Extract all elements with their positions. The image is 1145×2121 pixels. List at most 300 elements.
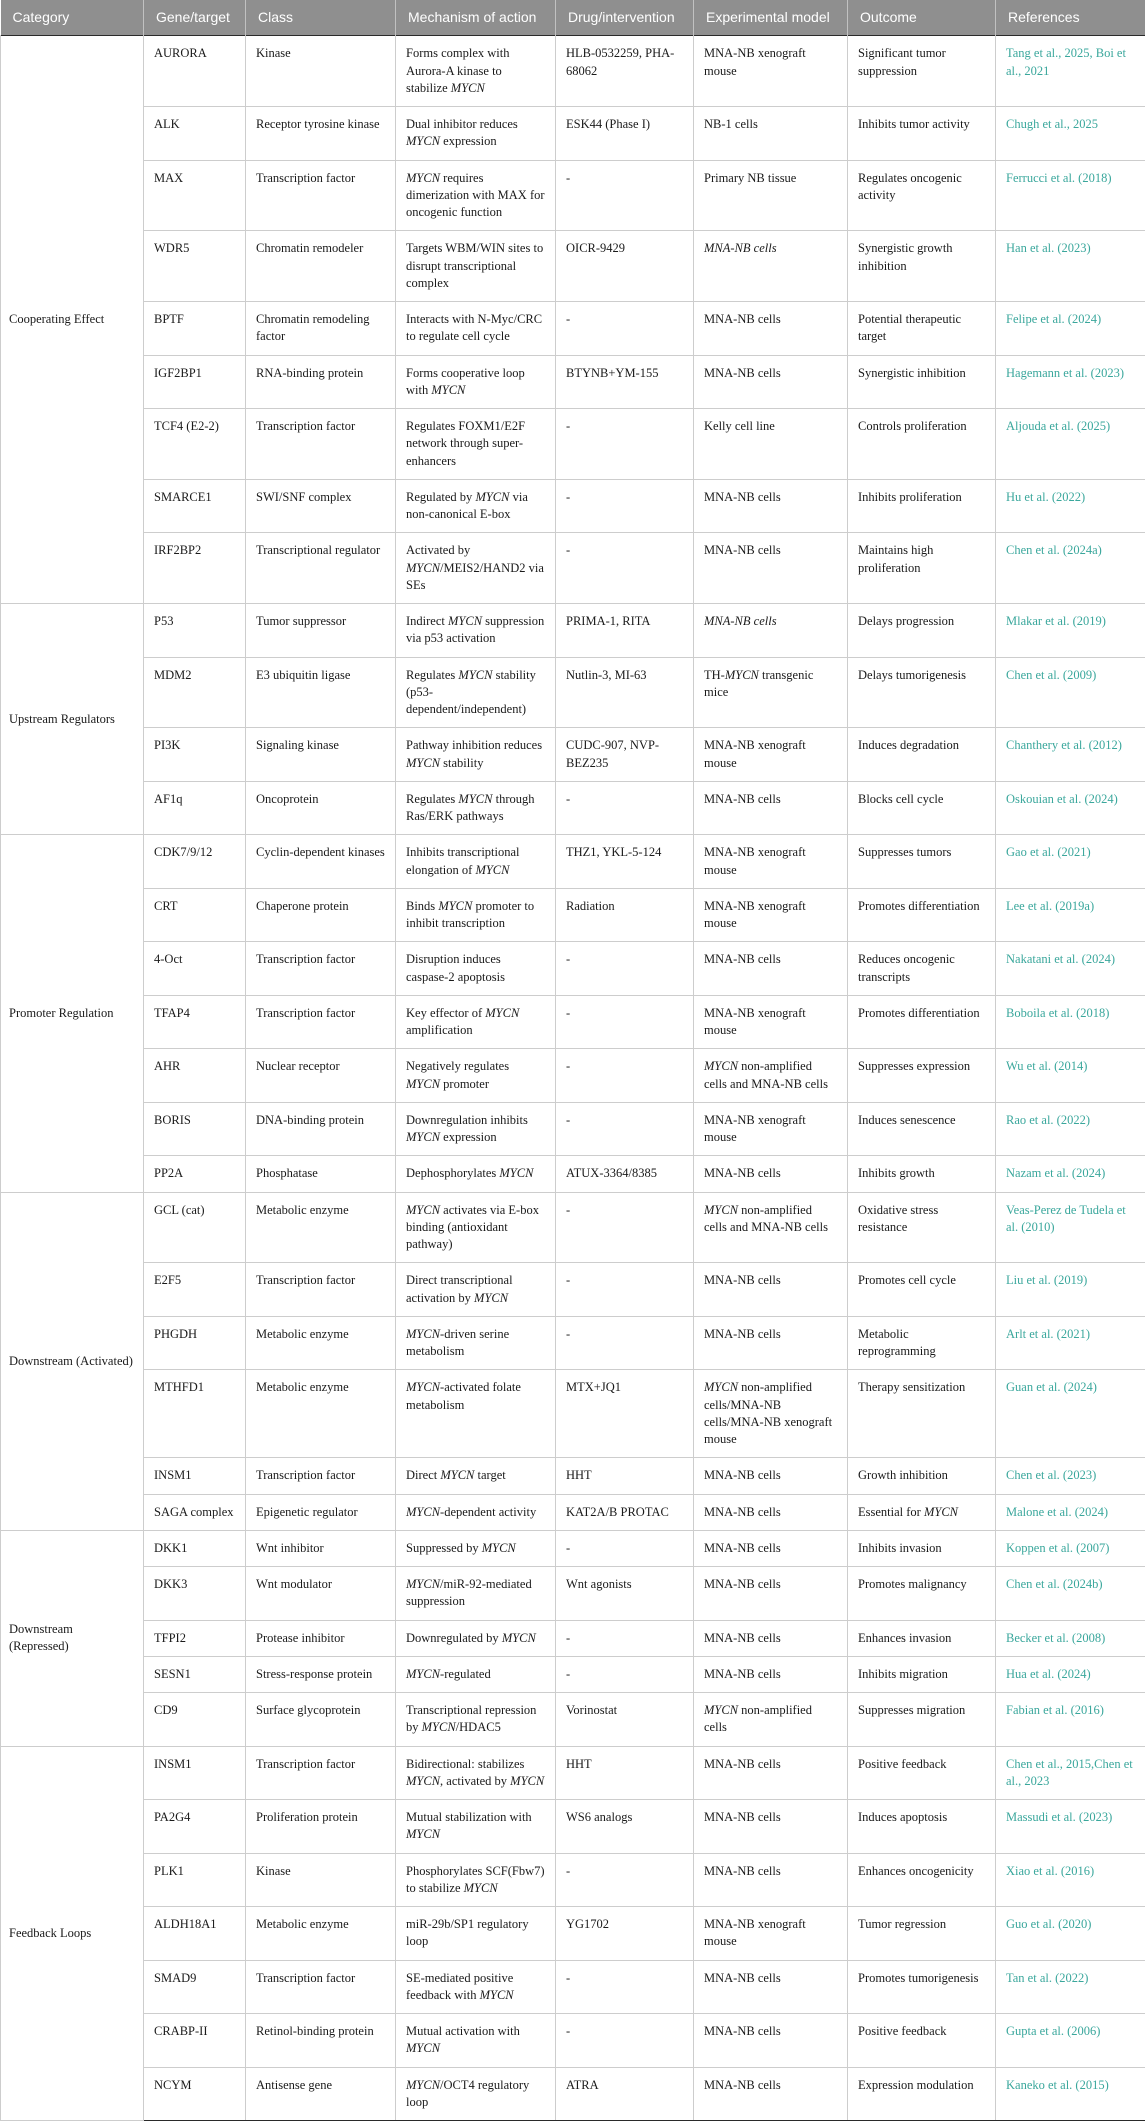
model-cell: MNA-NB cells [694, 1458, 848, 1494]
reference-link[interactable]: Tan et al. (2022) [1006, 1971, 1088, 1985]
table-row [1, 1693, 1145, 1747]
drug-cell: ESK44 (Phase I) [556, 107, 694, 161]
reference-link[interactable]: Kaneko et al. (2015) [1006, 2078, 1109, 2092]
gene-cell: PA2G4 [144, 1800, 246, 1854]
drug-cell: - [556, 160, 694, 231]
references-cell [996, 1746, 1145, 1800]
model-cell: Kelly cell line [694, 409, 848, 480]
drug-cell: ATUX-3364/8385 [556, 1156, 694, 1192]
mechanism-cell: Suppressed by MYCN [396, 1530, 556, 1566]
gene-cell: AURORA [144, 36, 246, 107]
mechanism-cell: miR-29b/SP1 regulatory loop [396, 1907, 556, 1961]
mechanism-cell: Regulates MYCN through Ras/ERK pathways [396, 781, 556, 835]
model-cell: MYCN non-amplified cells and MNA-NB cells [694, 1192, 848, 1263]
model-cell: MNA-NB cells [694, 1263, 848, 1317]
class-cell: Transcription factor [246, 1746, 396, 1800]
mechanism-cell: Downregulated by MYCN [396, 1620, 556, 1656]
outcome-cell: Growth inhibition [848, 1458, 996, 1494]
model-cell: MNA-NB cells [694, 604, 848, 658]
table-row [1, 1853, 1145, 1907]
category-cell: Feedback Loops [1, 1746, 144, 2121]
reference-link[interactable]: Chen et al. (2024b) [1006, 1577, 1103, 1591]
references-cell [996, 1049, 1145, 1103]
model-cell: MNA-NB xenograft mouse [694, 888, 848, 942]
reference-link[interactable]: Aljouda et al. (2025) [1006, 419, 1110, 433]
drug-cell: KAT2A/B PROTAC [556, 1494, 694, 1530]
class-cell: DNA-binding protein [246, 1102, 396, 1156]
reference-link[interactable]: Rao et al. (2022) [1006, 1113, 1090, 1127]
drug-cell: - [556, 1263, 694, 1317]
outcome-cell: Promotes malignancy [848, 1567, 996, 1621]
references-cell [996, 1620, 1145, 1656]
drug-cell: - [556, 995, 694, 1049]
table-row [1, 1316, 1145, 1370]
reference-link[interactable]: Veas-Perez de Tudela et al. (2010) [1006, 1203, 1126, 1234]
reference-link[interactable]: Hagemann et al. (2023) [1006, 366, 1124, 380]
gene-cell: MTHFD1 [144, 1370, 246, 1458]
header-row [1, 0, 1145, 36]
gene-cell: 4-Oct [144, 942, 246, 996]
category-cell: Upstream Regulators [1, 604, 144, 835]
references-cell [996, 728, 1145, 782]
references-cell [996, 2067, 1145, 2121]
references-cell [996, 2014, 1145, 2068]
outcome-cell: Regulates oncogenic activity [848, 160, 996, 231]
model-cell: MNA-NB cells [694, 1530, 848, 1566]
table-row [1, 409, 1145, 480]
drug-cell: Radiation [556, 888, 694, 942]
class-cell: Phosphatase [246, 1156, 396, 1192]
mechanism-cell: MYCN-dependent activity [396, 1494, 556, 1530]
reference-link[interactable]: Chen et al. (2009) [1006, 668, 1096, 682]
class-cell: Oncoprotein [246, 781, 396, 835]
outcome-cell: Promotes differentiation [848, 995, 996, 1049]
mechanism-cell: Pathway inhibition reduces MYCN stability [396, 728, 556, 782]
reference-link[interactable]: Guo et al. (2020) [1006, 1917, 1091, 1931]
table-row [1, 107, 1145, 161]
class-cell: Wnt modulator [246, 1567, 396, 1621]
mechanism-cell: MYCN-driven serine metabolism [396, 1316, 556, 1370]
mechanism-cell: Dual inhibitor reduces MYCN expression [396, 107, 556, 161]
outcome-cell: Enhances invasion [848, 1620, 996, 1656]
gene-cell: SMAD9 [144, 1960, 246, 2014]
mechanism-cell: Mutual activation with MYCN [396, 2014, 556, 2068]
drug-cell: MTX+JQ1 [556, 1370, 694, 1458]
reference-link[interactable]: Liu et al. (2019) [1006, 1273, 1087, 1287]
gene-cell: PI3K [144, 728, 246, 782]
mechanism-cell: MYCN/miR-92-mediated suppression [396, 1567, 556, 1621]
reference-link[interactable]: Nakatani et al. (2024) [1006, 952, 1115, 966]
model-cell: MYCN non-amplified cells [694, 1693, 848, 1747]
gene-cell: MAX [144, 160, 246, 231]
drug-cell: - [556, 1620, 694, 1656]
references-cell [996, 1693, 1145, 1747]
mechanism-cell: Key effector of MYCN amplification [396, 995, 556, 1049]
table-row [1, 995, 1145, 1049]
table-row [1, 1102, 1145, 1156]
class-cell: Kinase [246, 36, 396, 107]
drug-cell: - [556, 1853, 694, 1907]
outcome-cell: Reduces oncogenic transcripts [848, 942, 996, 996]
mechanism-cell: Targets WBM/WIN sites to disrupt transcriptional complex [396, 231, 556, 302]
reference-link[interactable]: Oskouian et al. (2024) [1006, 792, 1118, 806]
reference-link[interactable]: Han et al. (2023) [1006, 241, 1091, 255]
gene-cell: SMARCE1 [144, 479, 246, 533]
gene-cell: DKK3 [144, 1567, 246, 1621]
class-cell: Kinase [246, 1853, 396, 1907]
drug-cell: - [556, 479, 694, 533]
class-cell: Transcription factor [246, 409, 396, 480]
gene-cell: BPTF [144, 302, 246, 356]
reference-link[interactable]: Gao et al. (2021) [1006, 845, 1091, 859]
mechanism-cell: Forms cooperative loop with MYCN [396, 355, 556, 409]
column-header-class: Class [246, 0, 396, 36]
class-cell: Stress-response protein [246, 1656, 396, 1692]
reference-link[interactable]: Ferrucci et al. (2018) [1006, 171, 1112, 185]
table-row [1, 1567, 1145, 1621]
model-cell: Primary NB tissue [694, 160, 848, 231]
table-body [1, 36, 1145, 2121]
outcome-cell: Maintains high proliferation [848, 533, 996, 604]
references-cell [996, 479, 1145, 533]
mechanism-cell: Inhibits transcriptional elongation of MYCN [396, 835, 556, 889]
reference-link[interactable]: Gupta et al. (2006) [1006, 2024, 1100, 2038]
table-row [1, 1370, 1145, 1458]
table-row [1, 1620, 1145, 1656]
reference-link[interactable]: Wu et al. (2014) [1006, 1059, 1087, 1073]
gene-cell: SAGA complex [144, 1494, 246, 1530]
table-header [1, 0, 1145, 36]
gene-cell: CDK7/9/12 [144, 835, 246, 889]
mechanism-cell: Dephosphorylates MYCN [396, 1156, 556, 1192]
references-cell [996, 942, 1145, 996]
reference-link[interactable]: Felipe et al. (2024) [1006, 312, 1101, 326]
class-cell: Nuclear receptor [246, 1049, 396, 1103]
column-header-category: Category [1, 0, 144, 36]
reference-link[interactable]: Chugh et al., 2025 [1006, 117, 1098, 131]
table-row [1, 1656, 1145, 1692]
outcome-cell: Expression modulation [848, 2067, 996, 2121]
class-cell: Retinol-binding protein [246, 2014, 396, 2068]
gene-cell: PP2A [144, 1156, 246, 1192]
references-cell [996, 1370, 1145, 1458]
reference-link[interactable]: Massudi et al. (2023) [1006, 1810, 1112, 1824]
model-cell: MNA-NB cells [694, 1746, 848, 1800]
mechanism-cell: Forms complex with Aurora-A kinase to stabilize MYCN [396, 36, 556, 107]
table-row [1, 1494, 1145, 1530]
outcome-cell: Induces senescence [848, 1102, 996, 1156]
class-cell: SWI/SNF complex [246, 479, 396, 533]
references-cell [996, 1102, 1145, 1156]
gene-cell: INSM1 [144, 1458, 246, 1494]
references-cell [996, 1494, 1145, 1530]
gene-cell: TFAP4 [144, 995, 246, 1049]
class-cell: Chaperone protein [246, 888, 396, 942]
table-row [1, 728, 1145, 782]
class-cell: Transcription factor [246, 1960, 396, 2014]
references-cell [996, 302, 1145, 356]
table-row [1, 160, 1145, 231]
outcome-cell: Essential for MYCN [848, 1494, 996, 1530]
model-cell: MNA-NB cells [694, 1800, 848, 1854]
category-cell: Cooperating Effect [1, 36, 144, 604]
outcome-cell: Synergistic growth inhibition [848, 231, 996, 302]
mechanism-cell: Mutual stabilization with MYCN [396, 1800, 556, 1854]
table-row [1, 479, 1145, 533]
gene-cell: MDM2 [144, 657, 246, 728]
reference-link[interactable]: Arlt et al. (2021) [1006, 1327, 1090, 1341]
reference-link[interactable]: Hua et al. (2024) [1006, 1667, 1091, 1681]
mechanism-cell: MYCN-activated folate metabolism [396, 1370, 556, 1458]
references-cell [996, 604, 1145, 658]
model-cell: MNA-NB cells [694, 355, 848, 409]
table-row [1, 36, 1145, 107]
model-cell: MNA-NB xenograft mouse [694, 995, 848, 1049]
class-cell: Transcription factor [246, 1263, 396, 1317]
outcome-cell: Oxidative stress resistance [848, 1192, 996, 1263]
gene-cell: P53 [144, 604, 246, 658]
table-row [1, 1049, 1145, 1103]
category-cell: Downstream (Repressed) [1, 1530, 144, 1746]
reference-link[interactable]: Becker et al. (2008) [1006, 1631, 1105, 1645]
reference-link[interactable]: Mlakar et al. (2019) [1006, 614, 1106, 628]
table-row [1, 1458, 1145, 1494]
outcome-cell: Suppresses tumors [848, 835, 996, 889]
table-row [1, 835, 1145, 889]
references-cell [996, 1853, 1145, 1907]
table-row [1, 2067, 1145, 2121]
references-cell [996, 781, 1145, 835]
outcome-cell: Induces degradation [848, 728, 996, 782]
reference-link[interactable]: Malone et al. (2024) [1006, 1505, 1108, 1519]
reference-link[interactable]: Xiao et al. (2016) [1006, 1864, 1094, 1878]
model-cell: MNA-NB cells [694, 1960, 848, 2014]
gene-cell: E2F5 [144, 1263, 246, 1317]
mechanism-cell: Direct MYCN target [396, 1458, 556, 1494]
category-cell: Downstream (Activated) [1, 1192, 144, 1530]
model-cell: MYCN non-amplified cells/MNA-NB cells/MNA-NB xenograft mouse [694, 1370, 848, 1458]
reference-link[interactable]: Fabian et al. (2016) [1006, 1703, 1104, 1717]
mechanism-cell: Regulates FOXM1/E2F network through super-enhancers [396, 409, 556, 480]
class-cell: Receptor tyrosine kinase [246, 107, 396, 161]
reference-link[interactable]: Nazam et al. (2024) [1006, 1166, 1105, 1180]
mechanism-cell: Regulates MYCN stability (p53-dependent/independent) [396, 657, 556, 728]
model-cell: MNA-NB cells [694, 2014, 848, 2068]
outcome-cell: Potential therapeutic target [848, 302, 996, 356]
outcome-cell: Metabolic reprogramming [848, 1316, 996, 1370]
references-cell [996, 1656, 1145, 1692]
references-cell [996, 1156, 1145, 1192]
class-cell: Metabolic enzyme [246, 1370, 396, 1458]
mechanism-cell: Bidirectional: stabilizes MYCN, activated by MYCN [396, 1746, 556, 1800]
outcome-cell: Suppresses expression [848, 1049, 996, 1103]
outcome-cell: Significant tumor suppression [848, 36, 996, 107]
mechanism-cell: Indirect MYCN suppression via p53 activation [396, 604, 556, 658]
gene-cell: CD9 [144, 1693, 246, 1747]
outcome-cell: Enhances oncogenicity [848, 1853, 996, 1907]
table-row [1, 1800, 1145, 1854]
outcome-cell: Promotes differentiation [848, 888, 996, 942]
model-cell: MNA-NB cells [694, 231, 848, 302]
gene-cell: PLK1 [144, 1853, 246, 1907]
references-cell [996, 1192, 1145, 1263]
class-cell: Signaling kinase [246, 728, 396, 782]
table-row [1, 781, 1145, 835]
model-cell: MYCN non-amplified cells and MNA-NB cells [694, 1049, 848, 1103]
mechanism-cell: Phosphorylates SCF(Fbw7) to stabilize MYCN [396, 1853, 556, 1907]
class-cell: Transcription factor [246, 160, 396, 231]
drug-cell: THZ1, YKL-5-124 [556, 835, 694, 889]
model-cell: MNA-NB xenograft mouse [694, 1907, 848, 1961]
model-cell: MNA-NB xenograft mouse [694, 835, 848, 889]
class-cell: Transcription factor [246, 995, 396, 1049]
outcome-cell: Therapy sensitization [848, 1370, 996, 1458]
model-cell: TH-MYCN transgenic mice [694, 657, 848, 728]
class-cell: Antisense gene [246, 2067, 396, 2121]
model-cell: MNA-NB cells [694, 1620, 848, 1656]
drug-cell: PRIMA-1, RITA [556, 604, 694, 658]
gene-cell: CRABP-II [144, 2014, 246, 2068]
references-cell [996, 1458, 1145, 1494]
model-cell: MNA-NB xenograft mouse [694, 1102, 848, 1156]
model-cell: MNA-NB cells [694, 1656, 848, 1692]
class-cell: Protease inhibitor [246, 1620, 396, 1656]
class-cell: Wnt inhibitor [246, 1530, 396, 1566]
table-row [1, 942, 1145, 996]
model-cell: MNA-NB cells [694, 2067, 848, 2121]
class-cell: Tumor suppressor [246, 604, 396, 658]
outcome-cell: Inhibits tumor activity [848, 107, 996, 161]
references-cell [996, 355, 1145, 409]
outcome-cell: Blocks cell cycle [848, 781, 996, 835]
class-cell: Metabolic enzyme [246, 1907, 396, 1961]
model-cell: MNA-NB cells [694, 1316, 848, 1370]
table-row [1, 1192, 1145, 1263]
column-header-outcome: Outcome [848, 0, 996, 36]
gene-cell: DKK1 [144, 1530, 246, 1566]
references-cell [996, 657, 1145, 728]
table-row [1, 888, 1145, 942]
drug-cell: HHT [556, 1458, 694, 1494]
mechanism-cell: Negatively regulates MYCN promoter [396, 1049, 556, 1103]
references-cell [996, 231, 1145, 302]
model-cell: MNA-NB xenograft mouse [694, 36, 848, 107]
mechanism-cell: MYCN-regulated [396, 1656, 556, 1692]
table-row [1, 604, 1145, 658]
column-header-drug: Drug/intervention [556, 0, 694, 36]
references-cell [996, 533, 1145, 604]
table-row [1, 1530, 1145, 1566]
outcome-cell: Promotes cell cycle [848, 1263, 996, 1317]
table-row [1, 1263, 1145, 1317]
model-cell: MNA-NB cells [694, 1156, 848, 1192]
gene-cell: AF1q [144, 781, 246, 835]
drug-cell: - [556, 2014, 694, 2068]
drug-cell: CUDC-907, NVP-BEZ235 [556, 728, 694, 782]
drug-cell: BTYNB+YM-155 [556, 355, 694, 409]
class-cell: Metabolic enzyme [246, 1192, 396, 1263]
model-cell: MNA-NB cells [694, 1853, 848, 1907]
reference-link[interactable]: Guan et al. (2024) [1006, 1380, 1097, 1394]
reference-link[interactable]: Chen et al. (2023) [1006, 1468, 1096, 1482]
class-cell: E3 ubiquitin ligase [246, 657, 396, 728]
gene-cell: CRT [144, 888, 246, 942]
mechanism-cell: Disruption induces caspase-2 apoptosis [396, 942, 556, 996]
outcome-cell: Induces apoptosis [848, 1800, 996, 1854]
references-cell [996, 1530, 1145, 1566]
gene-cell: GCL (cat) [144, 1192, 246, 1263]
table-row [1, 231, 1145, 302]
mechanism-cell: Regulated by MYCN via non-canonical E-box [396, 479, 556, 533]
outcome-cell: Promotes tumorigenesis [848, 1960, 996, 2014]
outcome-cell: Synergistic inhibition [848, 355, 996, 409]
drug-cell: WS6 analogs [556, 1800, 694, 1854]
references-cell [996, 995, 1145, 1049]
references-cell [996, 1567, 1145, 1621]
model-cell: MNA-NB cells [694, 479, 848, 533]
table-row [1, 1156, 1145, 1192]
outcome-cell: Positive feedback [848, 2014, 996, 2068]
drug-cell: - [556, 781, 694, 835]
table-row [1, 355, 1145, 409]
references-cell [996, 835, 1145, 889]
reference-link[interactable]: Tang et al., 2025, Boi et al., 2021 [1006, 46, 1126, 77]
references-cell [996, 160, 1145, 231]
reference-link[interactable]: Hu et al. (2022) [1006, 490, 1085, 504]
drug-cell: - [556, 942, 694, 996]
mechanism-cell: SE-mediated positive feedback with MYCN [396, 1960, 556, 2014]
references-cell [996, 1263, 1145, 1317]
reference-link[interactable]: Chen et al. (2024a) [1006, 543, 1102, 557]
references-cell [996, 1907, 1145, 1961]
reference-link[interactable]: Lee et al. (2019a) [1006, 899, 1094, 913]
class-cell: Chromatin remodeling factor [246, 302, 396, 356]
model-cell: NB-1 cells [694, 107, 848, 161]
gene-cell: IGF2BP1 [144, 355, 246, 409]
reference-link[interactable]: Chanthery et al. (2012) [1006, 738, 1122, 752]
drug-cell: - [556, 1049, 694, 1103]
class-cell: Epigenetic regulator [246, 1494, 396, 1530]
mechanism-cell: Downregulation inhibits MYCN expression [396, 1102, 556, 1156]
outcome-cell: Inhibits migration [848, 1656, 996, 1692]
outcome-cell: Delays progression [848, 604, 996, 658]
class-cell: Metabolic enzyme [246, 1316, 396, 1370]
outcome-cell: Inhibits invasion [848, 1530, 996, 1566]
drug-cell: Vorinostat [556, 1693, 694, 1747]
drug-cell: - [556, 1656, 694, 1692]
drug-cell: - [556, 302, 694, 356]
outcome-cell: Tumor regression [848, 1907, 996, 1961]
model-cell: MNA-NB cells [694, 1567, 848, 1621]
reference-link[interactable]: Koppen et al. (2007) [1006, 1541, 1109, 1555]
model-cell: MNA-NB xenograft mouse [694, 728, 848, 782]
class-cell: Transcriptional regulator [246, 533, 396, 604]
drug-cell: ATRA [556, 2067, 694, 2121]
drug-cell: YG1702 [556, 1907, 694, 1961]
references-cell [996, 36, 1145, 107]
table-row [1, 1960, 1145, 2014]
class-cell: Transcription factor [246, 942, 396, 996]
reference-link[interactable]: Chen et al., 2015,Chen et al., 2023 [1006, 1757, 1133, 1788]
gene-cell: TCF4 (E2-2) [144, 409, 246, 480]
references-cell [996, 888, 1145, 942]
drug-cell: - [556, 1102, 694, 1156]
references-cell [996, 107, 1145, 161]
reference-link[interactable]: Boboila et al. (2018) [1006, 1006, 1109, 1020]
class-cell: Transcription factor [246, 1458, 396, 1494]
category-cell: Promoter Regulation [1, 835, 144, 1192]
model-cell: MNA-NB cells [694, 942, 848, 996]
